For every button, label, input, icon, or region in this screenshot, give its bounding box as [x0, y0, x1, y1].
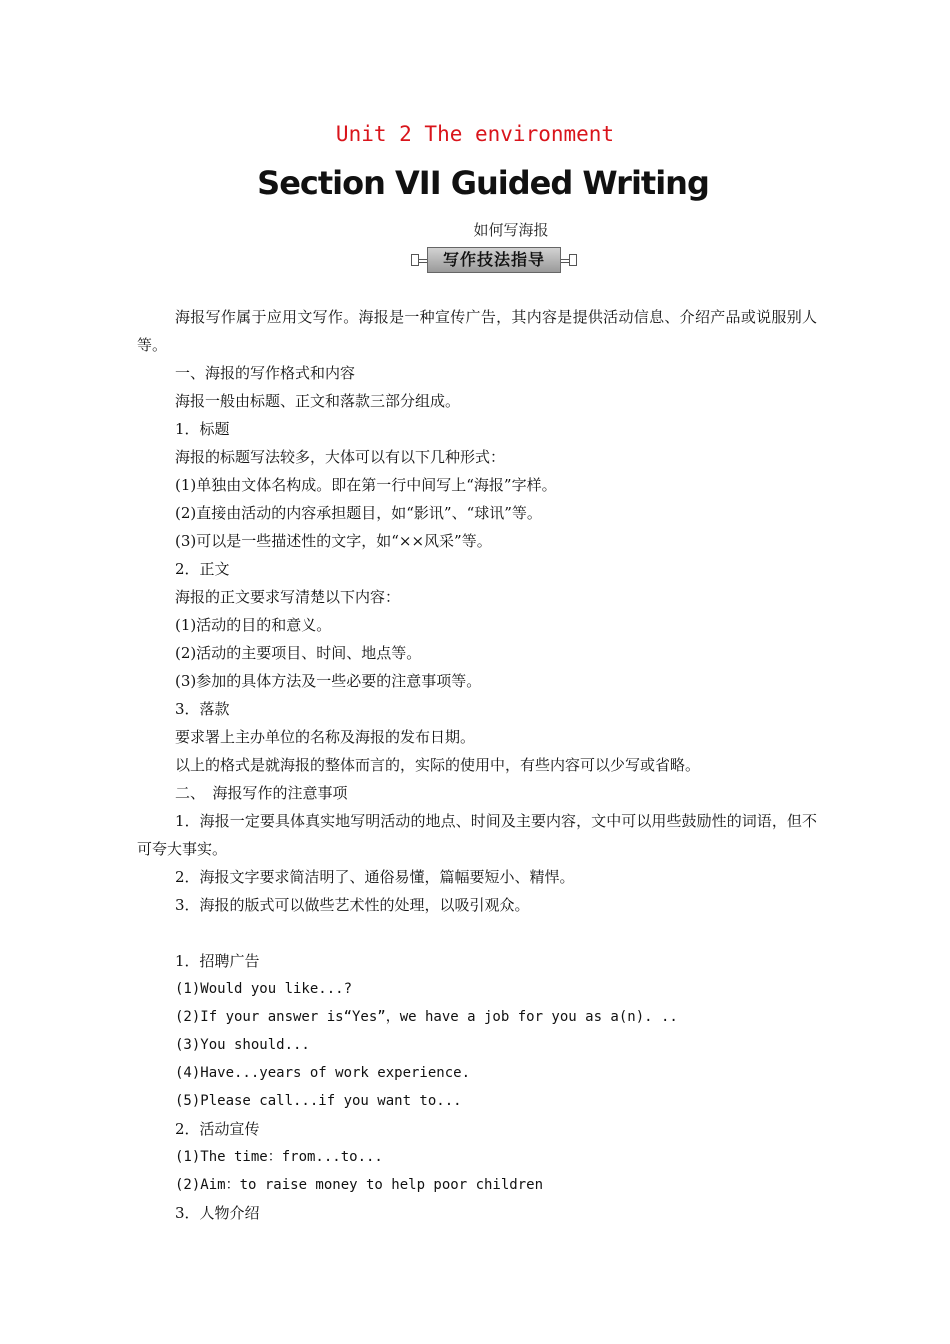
sign-heading: 3．落款: [175, 700, 230, 718]
list-item: (1)活动的目的和意义。: [175, 616, 332, 634]
phrase-item: (1)The time：from...to...: [175, 1149, 383, 1165]
phrase-item: (5)Please call...if you want to...: [175, 1093, 462, 1109]
banner-label: 写作技法指导: [427, 247, 561, 273]
banner-cap-right: [569, 254, 577, 266]
note-item: 2．海报文字要求简洁明了、通俗易懂，篇幅要短小、精悍。: [175, 868, 575, 886]
sign-desc: 要求署上主办单位的名称及海报的发布日期。: [175, 728, 476, 746]
body-heading: 2．正文: [175, 560, 230, 578]
banner-cap-left: [411, 254, 419, 266]
promo-heading: 2．活动宣传: [175, 1120, 260, 1138]
part1-summary: 海报一般由标题、正文和落款三部分组成。: [175, 392, 461, 410]
list-item: (3)可以是一些描述性的文字，如“××风采”等。: [175, 532, 492, 550]
list-item: (1)单独由文体名构成。即在第一行中间写上“海报”字样。: [175, 476, 557, 494]
unit-title: Unit 2 The environment: [335, 122, 615, 146]
list-item: (3)参加的具体方法及一些必要的注意事项等。: [175, 672, 482, 690]
phrase-item: (2)Aim：to raise money to help poor children: [175, 1177, 544, 1193]
section-banner: [411, 247, 577, 271]
part1-heading: 一、海报的写作格式和内容: [175, 364, 356, 382]
recruit-heading: 1．招聘广告: [175, 952, 260, 970]
list-item: (2)直接由活动的内容承担题目，如“影讯”、“球讯”等。: [175, 504, 542, 522]
list-item: (2)活动的主要项目、时间、地点等。: [175, 644, 422, 662]
document-body: [137, 303, 817, 1227]
note-item: 3．海报的版式可以做些艺术性的处理，以吸引观众。: [175, 896, 530, 914]
note-item: 1．海报一定要具体真实地写明活动的地点、时间及主要内容，文中可以用些鼓励性的词语，但不可夸大事实。: [137, 812, 817, 858]
profile-heading: 3．人物介绍: [175, 1204, 260, 1222]
format-note: 以上的格式是就海报的整体而言的，实际的使用中，有些内容可以少写或省略。: [175, 756, 701, 774]
phrase-item: (1)Would you like...?: [175, 981, 353, 997]
body-desc: 海报的正文要求写清楚以下内容：: [175, 588, 401, 606]
phrase-item: (4)Have...years of work experience.: [175, 1065, 471, 1081]
phrase-item: (3)You should...: [175, 1037, 310, 1053]
spacer: [137, 919, 817, 947]
intro-paragraph: 海报写作属于应用文写作。海报是一种宣传广告，其内容是提供活动信息、介绍产品或说服别人等。: [137, 308, 817, 354]
subtitle: 如何写海报: [473, 221, 549, 239]
section-title: Section VII Guided Writing: [257, 164, 709, 202]
title-desc: 海报的标题写法较多，大体可以有以下几种形式：: [175, 448, 506, 466]
part2-heading: 二、 海报写作的注意事项: [175, 784, 348, 802]
title-heading: 1．标题: [175, 420, 230, 438]
phrase-item: (2)If your answer is“Yes”，we have a job for you as a(n). ..: [175, 1009, 678, 1025]
